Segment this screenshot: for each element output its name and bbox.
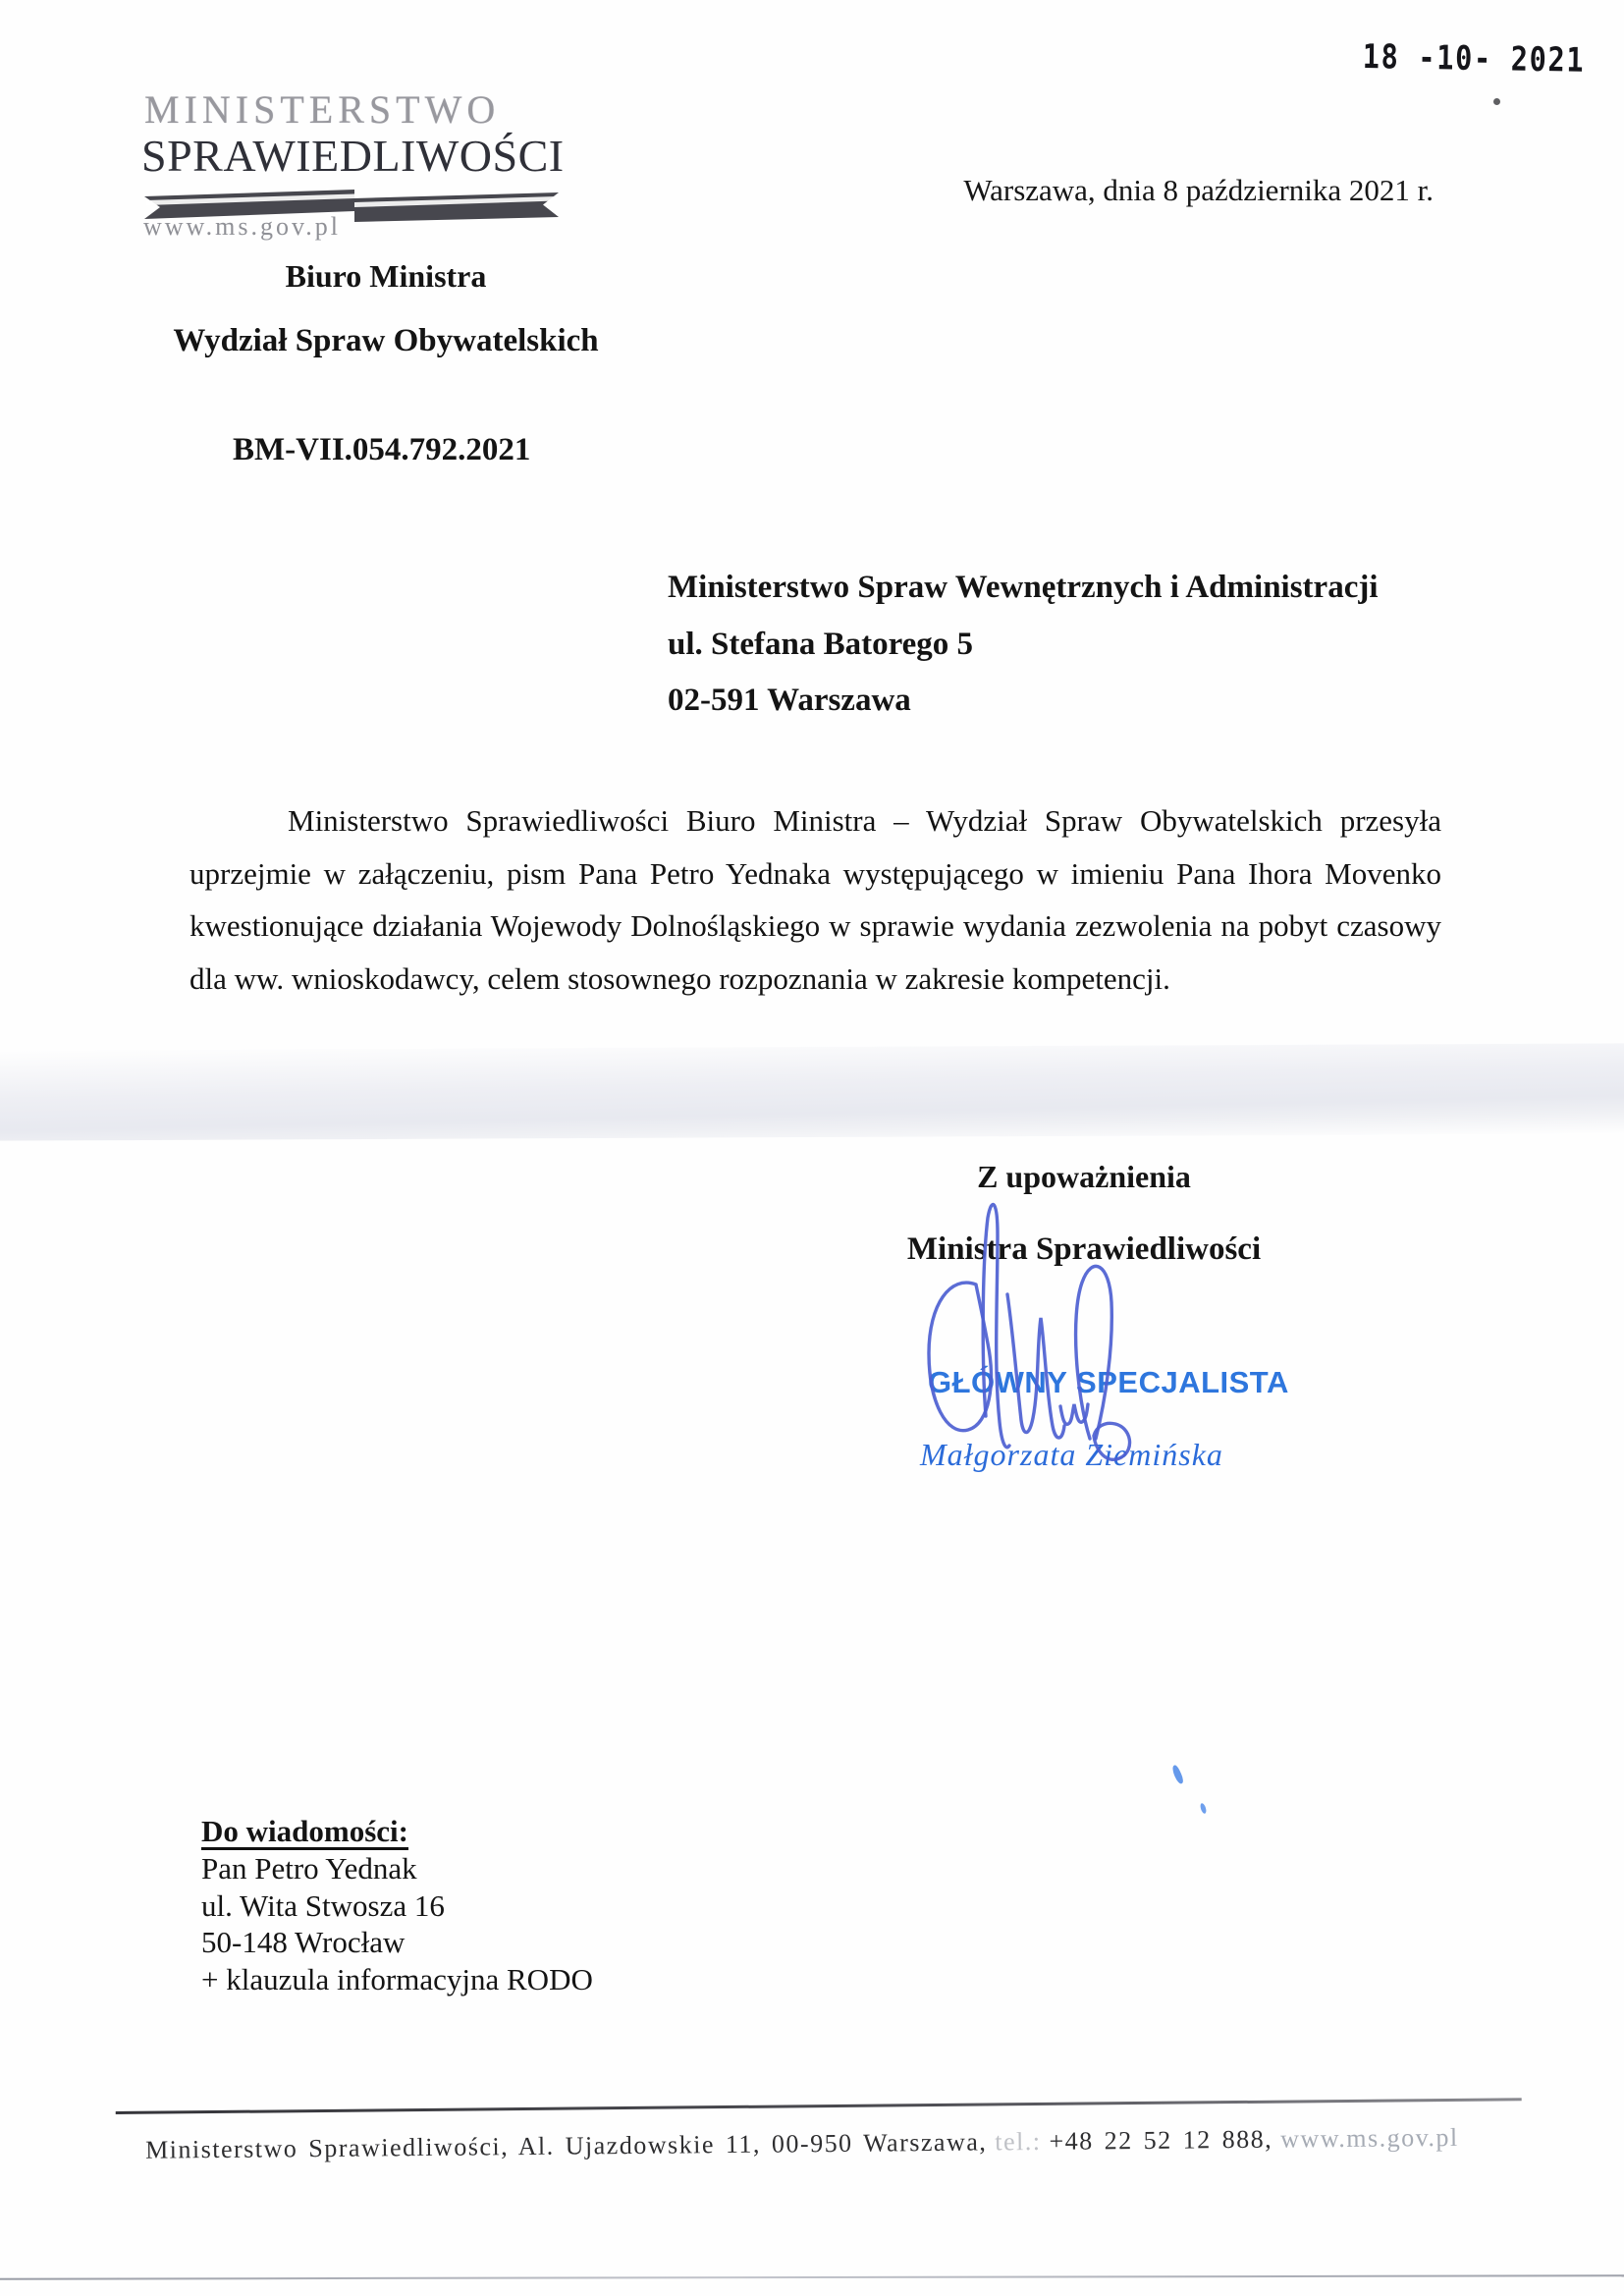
ink-speck [1493, 98, 1500, 105]
signer-name: Małgorzata Ziemińska [920, 1437, 1223, 1472]
position-stamp: GŁÓWNY SPECJALISTA [928, 1365, 1289, 1399]
cc-line: + klauzula informacyjna RODO [201, 1961, 593, 1996]
recipient-name: Ministerstwo Spraw Wewnętrznych i Administracji [668, 570, 1379, 605]
sender-block [155, 258, 617, 359]
authorization-line1: Z upoważnienia [977, 1159, 1191, 1194]
sender-office: Biuro Ministra [285, 258, 487, 294]
footer-contact-line [145, 2122, 1522, 2164]
cc-line: ul. Wita Stwosza 16 [201, 1887, 445, 1923]
cc-block [201, 1813, 593, 1997]
recipient-city: 02-591 Warszawa [668, 683, 911, 718]
letter-body-paragraph: Ministerstwo Sprawiedliwości Biuro Ministra – Wydział Spraw Obywatelskich przesyła uprzejmie w załączeniu, pism Pana Petro Yednaka występującego w imieniu Pana Ihora Movenko kwestionujące działania Wojewody Dolnośląskiego w sprawie wydania zezwolenia na pobyt czasowy dla ww. wnioskodawcy, celem stosownego rozpoznania w zakresie kompetencji. [189, 803, 1441, 996]
cc-line: Pan Petro Yednak [201, 1851, 417, 1886]
authorization-line2: Ministra Sprawiedliwości [906, 1231, 1262, 1267]
recipient-block [668, 560, 1379, 730]
footer-divider [116, 2098, 1522, 2114]
handwritten-signature [913, 1188, 1227, 1483]
recipient-street: ul. Stefana Batorego 5 [668, 626, 974, 662]
footer-tel-label: tel.: [995, 2126, 1042, 2157]
ministry-logo-line1: MINISTERSTWO [144, 87, 501, 132]
sender-department: Wydział Spraw Obywatelskich [173, 323, 599, 358]
footer-phone: +48 22 52 12 888, [1049, 2124, 1273, 2156]
cc-heading: Do wiadomości: [201, 1814, 408, 1848]
place-and-date: Warszawa, dnia 8 października 2021 r. [963, 173, 1434, 207]
ministry-website: www.ms.gov.pl [143, 212, 342, 241]
cc-line: 50-148 Wrocław [201, 1925, 406, 1959]
ministry-logo-line2: SPRAWIEDLIWOŚCI [141, 131, 565, 181]
reference-number: BM-VII.054.792.2021 [233, 432, 531, 467]
paper-fold-crease [0, 1043, 1624, 1140]
ink-mark [1170, 1764, 1185, 1784]
footer-address: Ministerstwo Sprawiedliwości, Al. Ujazdowskie 11, 00-950 Warszawa, [144, 2127, 988, 2164]
footer-website: www.ms.gov.pl [1280, 2122, 1459, 2154]
scan-page-edge [0, 2274, 1624, 2279]
received-date-stamp: 18 -10- 2021 [1362, 37, 1586, 81]
ink-mark [1199, 1802, 1207, 1814]
footer [116, 2098, 1522, 2165]
